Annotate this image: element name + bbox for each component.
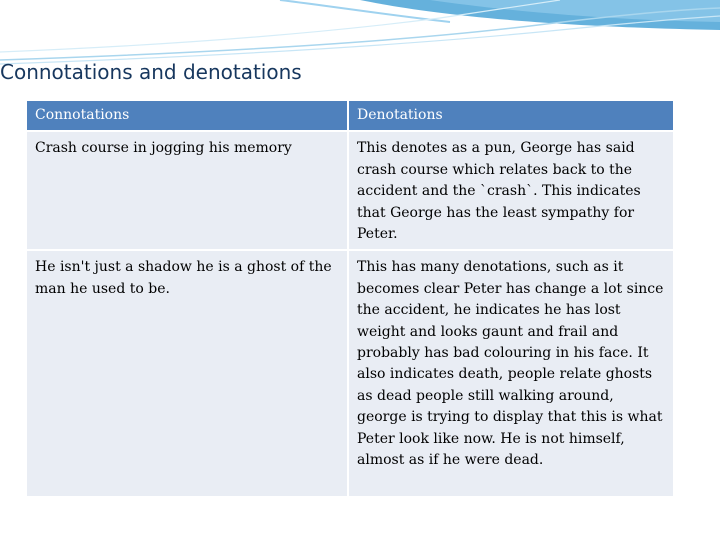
header-connotations: Connotations <box>26 100 348 131</box>
slide-title: Connotations and denotations <box>0 60 302 84</box>
connotations-denotations-table <box>25 99 675 498</box>
table-row <box>26 131 674 250</box>
header-denotations: Denotations <box>348 100 674 131</box>
connotation-cell: Crash course in jogging his memory <box>26 131 348 250</box>
table-header-row <box>26 100 674 131</box>
connotation-cell: He isn't just a shadow he is a ghost of the man he used to be. <box>26 250 348 497</box>
denotation-cell: This denotes as a pun, George has said crash course which relates back to the accident and the `crash`. This indicates that George has the least sympathy for Peter. <box>348 131 674 250</box>
comparison-table-container <box>25 99 673 498</box>
table-row <box>26 250 674 497</box>
denotation-cell: This has many denotations, such as it becomes clear Peter has change a lot since the accident, he indicates he has lost weight and looks gaunt and frail and probably has bad colouring in his face. It also indicates death, people relate ghosts as dead people still walking around, george is trying to display that this is what Peter look like now. He is not himself, almost as if he were dead. <box>348 250 674 497</box>
